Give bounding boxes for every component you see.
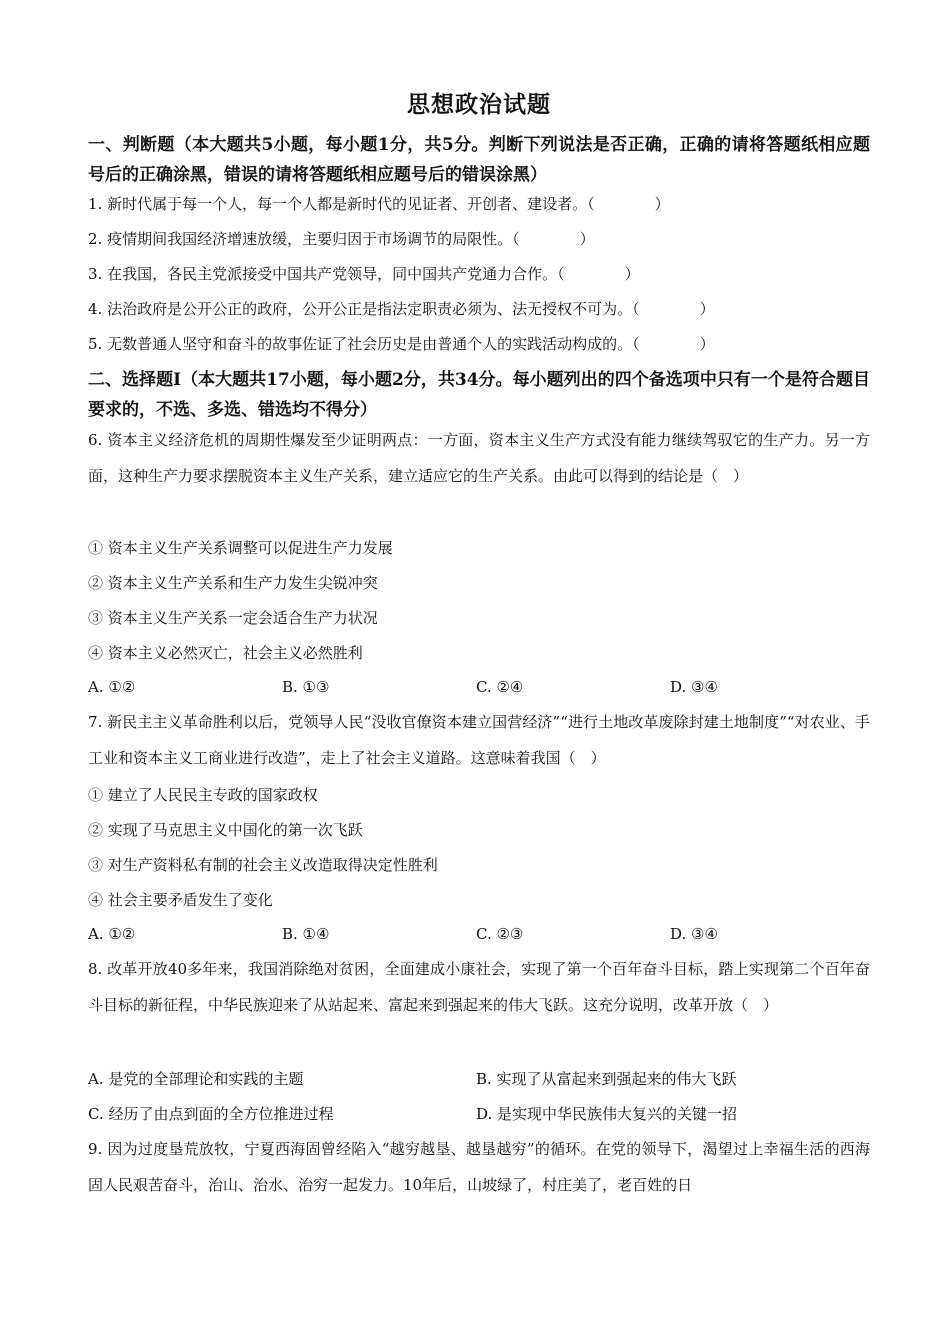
question-6-statement-3: ③ 资本主义生产关系一定会适合生产力状况 xyxy=(88,609,378,627)
question-7-statement-3: ③ 对生产资料私有制的社会主义改造取得决定性胜利 xyxy=(88,856,438,874)
judgement-item-1 xyxy=(88,192,870,216)
question-8-option-d: D. 是实现中华民族伟大复兴的关键一招 xyxy=(476,1105,738,1123)
judgement-item-text: 4. 法治政府是公开公正的政府，公开公正是指法定职责必须为、法无授权不可为。（ xyxy=(88,300,640,318)
question-7-option-b: B. ①④ xyxy=(282,925,330,943)
question-8-stem: 8. 改革开放40多年来，我国消除绝对贫困，全面建成小康社会，实现了第一个百年奋斗目标，踏上实现第二个百年奋斗目标的新征程，中华民族迎来了从站起来、富起来到强起来的伟大飞跃。这充分说明，改革开放（ ） xyxy=(88,960,870,1014)
question-6-statement-1: ① 资本主义生产关系调整可以促进生产力发展 xyxy=(88,539,393,557)
question-7-option-a: A. ①② xyxy=(88,925,136,943)
judgement-item-close: ） xyxy=(654,195,670,213)
question-7-option-d: D. ③④ xyxy=(670,925,718,943)
question-7-statement-1: ① 建立了人民民主专政的国家政权 xyxy=(88,786,318,804)
judgement-item-close: ） xyxy=(624,265,640,283)
judgement-item-5 xyxy=(88,332,870,356)
section-2-heading: 二、选择题Ⅰ（本大题共17小题，每小题2分，共34分。每小题列出的四个备选项中只有一个是符合题目要求的，不选、多选、错选均不得分） xyxy=(88,370,870,420)
question-7-stem: 7. 新民主主义革命胜利以后，党领导人民“没收官僚资本建立国营经济”“进行土地改革废除封建土地制度”“对农业、手工业和资本主义工商业进行改造”，走上了社会主义道路。这意味着我国（ ） xyxy=(88,713,870,767)
question-8-option-c: C. 经历了由点到面的全方位推进过程 xyxy=(88,1105,334,1123)
judgement-item-close: ） xyxy=(699,300,715,318)
section-1-heading: 一、判断题（本大题共5小题，每小题1分，共5分。判断下列说法是否正确，正确的请将答题纸相应题号后的正确涂黑，错误的请将答题纸相应题号后的错误涂黑） xyxy=(88,135,870,185)
question-8-option-b: B. 实现了从富起来到强起来的伟大飞跃 xyxy=(476,1070,737,1088)
question-6-option-d: D. ③④ xyxy=(670,678,718,696)
judgement-item-text: 2. 疫情期间我国经济增速放缓，主要归因于市场调节的局限性。（ xyxy=(88,230,520,248)
question-8-option-a: A. 是党的全部理论和实践的主题 xyxy=(88,1070,304,1088)
question-6-option-c: C. ②④ xyxy=(476,678,524,696)
judgement-item-close: ） xyxy=(699,335,715,353)
question-7-statement-2: ② 实现了马克思主义中国化的第一次飞跃 xyxy=(88,821,363,839)
question-7-statement-4: ④ 社会主要矛盾发生了变化 xyxy=(88,891,273,909)
judgement-item-text: 3. 在我国，各民主党派接受中国共产党领导，同中国共产党通力合作。（ xyxy=(88,265,565,283)
judgement-item-3 xyxy=(88,262,870,286)
question-6-statement-4: ④ 资本主义必然灭亡，社会主义必然胜利 xyxy=(88,644,363,662)
question-6-statement-2: ② 资本主义生产关系和生产力发生尖锐冲突 xyxy=(88,574,378,592)
judgement-item-4 xyxy=(88,297,870,321)
question-9-stem: 9. 因为过度垦荒放牧，宁夏西海固曾经陷入“越穷越垦、越垦越穷”的循环。在党的领导下，渴望过上幸福生活的西海固人民艰苦奋斗，治山、治水、治穷一起发力。10年后，山坡绿了，村庄美了，老百姓的日 xyxy=(88,1140,870,1194)
question-6-option-b: B. ①③ xyxy=(282,678,330,696)
question-6-stem: 6. 资本主义经济危机的周期性爆发至少证明两点：一方面，资本主义生产方式没有能力继续驾驭它的生产力。另一方面，这种生产力要求摆脱资本主义生产关系，建立适应它的生产关系。由此可以得到的结论是（ ） xyxy=(88,431,870,485)
judgement-item-close: ） xyxy=(579,230,595,248)
question-7-option-c: C. ②③ xyxy=(476,925,524,943)
judgement-item-2 xyxy=(88,227,870,251)
question-6-option-a: A. ①② xyxy=(88,678,136,696)
judgement-item-text: 1. 新时代属于每一个人，每一个人都是新时代的见证者、开创者、建设者。（ xyxy=(88,195,595,213)
judgement-item-text: 5. 无数普通人坚守和奋斗的故事佐证了社会历史是由普通个人的实践活动构成的。（ xyxy=(88,335,640,353)
page-title: 思想政治试题 xyxy=(407,91,551,118)
